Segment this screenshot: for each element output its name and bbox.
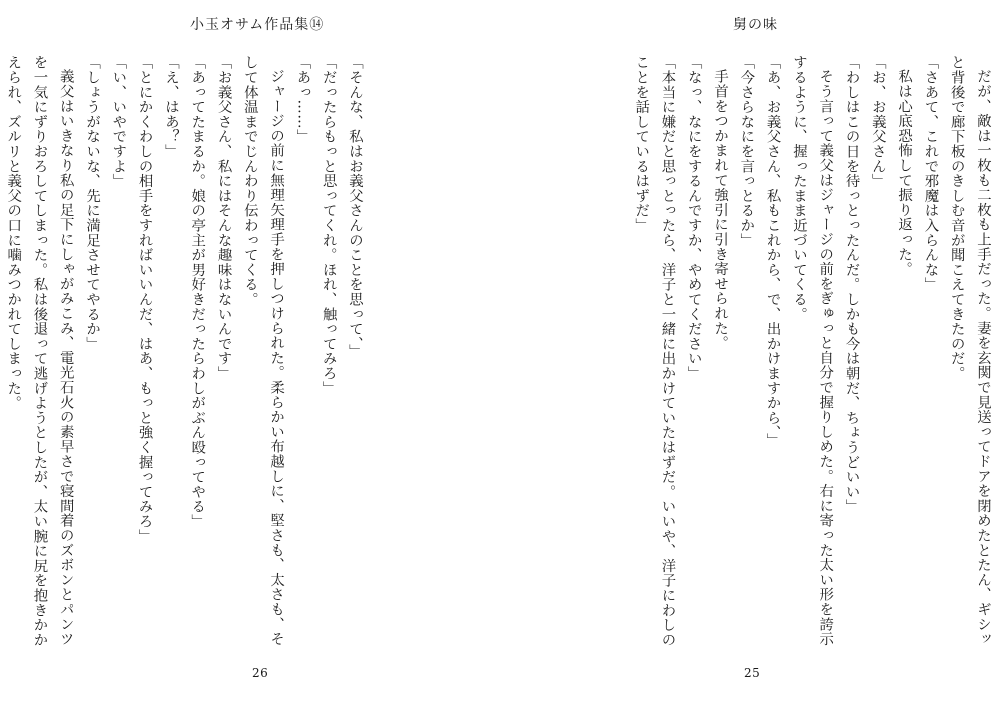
narration-paragraph: 私は心底恐怖して振り返った。	[896, 69, 913, 277]
dialogue-paragraph: 「わしはこの日を待っとったんだ。しかも今は朝だ、ちょうどいい」	[843, 55, 860, 514]
dialogue-paragraph: 「今さらなにを言っとるか」	[738, 55, 755, 248]
running-head-story-title: 舅の味	[733, 17, 778, 33]
right-page-body-text	[577, 55, 996, 661]
left-page-body-text	[5, 55, 368, 661]
dialogue-paragraph: 「お、お義父さん」	[869, 55, 886, 189]
page-number: 26	[252, 666, 269, 680]
narration-paragraph: 手首をつかまれて強引に引き寄せられた。	[712, 69, 729, 351]
dialogue-paragraph: 「しょうがないな、先に満足させてやるか」	[84, 55, 101, 351]
dialogue-paragraph: 「なっ、なにをするんですか、やめてください」	[685, 55, 702, 381]
narration-paragraph: だが、敵は一枚も二枚も上手だった。妻を玄関で見送ってドアを閉めたとたん、ギシッと背後で廊下板のきしむ音が聞こえてきたのだ。	[948, 55, 991, 647]
dialogue-paragraph: 「本当に嫌だと思っとったら、洋子と一緒に出かけていたはずだ。いいや、洋子にわしのことを話しているはずだ」	[633, 55, 676, 647]
page-number: 25	[744, 666, 761, 680]
dialogue-paragraph: 「あっ……」	[294, 55, 311, 144]
narration-paragraph: ジャージの前に無理矢理手を押しつけられた。柔らかい布越しに、堅さも、太さも、そして体温までじんわり伝わってくる。	[241, 55, 285, 647]
dialogue-paragraph: 「あってたまるか。娘の亭主が男好きだったらわしがぶん殴ってやる」	[189, 55, 206, 529]
dialogue-paragraph: 「とにかくわしの相手をすればいいんだ、はあ、もっと強く握ってみろ」	[136, 55, 153, 544]
dialogue-paragraph: 「そんな、私はお義父さんのことを思って、」	[347, 55, 363, 359]
dialogue-paragraph: 「お義父さん、私にはそんな趣味はないんです」	[215, 55, 232, 381]
dialogue-paragraph: 「あ、お義父さん、私もこれから、で、出かけますから、」	[764, 55, 781, 448]
running-head-collection-title: 小玉オサム作品集⑭	[190, 17, 325, 33]
right-page	[500, 0, 1000, 709]
dialogue-paragraph: 「さあて、これで邪魔は入らんな」	[922, 55, 939, 292]
narration-paragraph: 義父はいきなり私の足下にしゃがみこみ、電光石火の素早さで寝間着のズボンとパンツを一気にずりおろしてしまった。私は後退って逃げようとしたが、太い腕に尻を抱きかかえられ、ズルリと義父の口に噛みつかれてしまった。	[5, 55, 74, 647]
dialogue-paragraph: 「だったらもっと思ってくれ。ほれ、触ってみろ」	[320, 55, 337, 396]
dialogue-paragraph: 「え、はあ？」	[162, 55, 179, 159]
dialogue-paragraph: 「い、いやですよ」	[110, 55, 127, 189]
narration-paragraph: そう言って義父はジャージの前をぎゅっと自分で握りしめた。右に寄った太い形を誇示するように、握ったまま近づいてくる。	[790, 55, 834, 647]
